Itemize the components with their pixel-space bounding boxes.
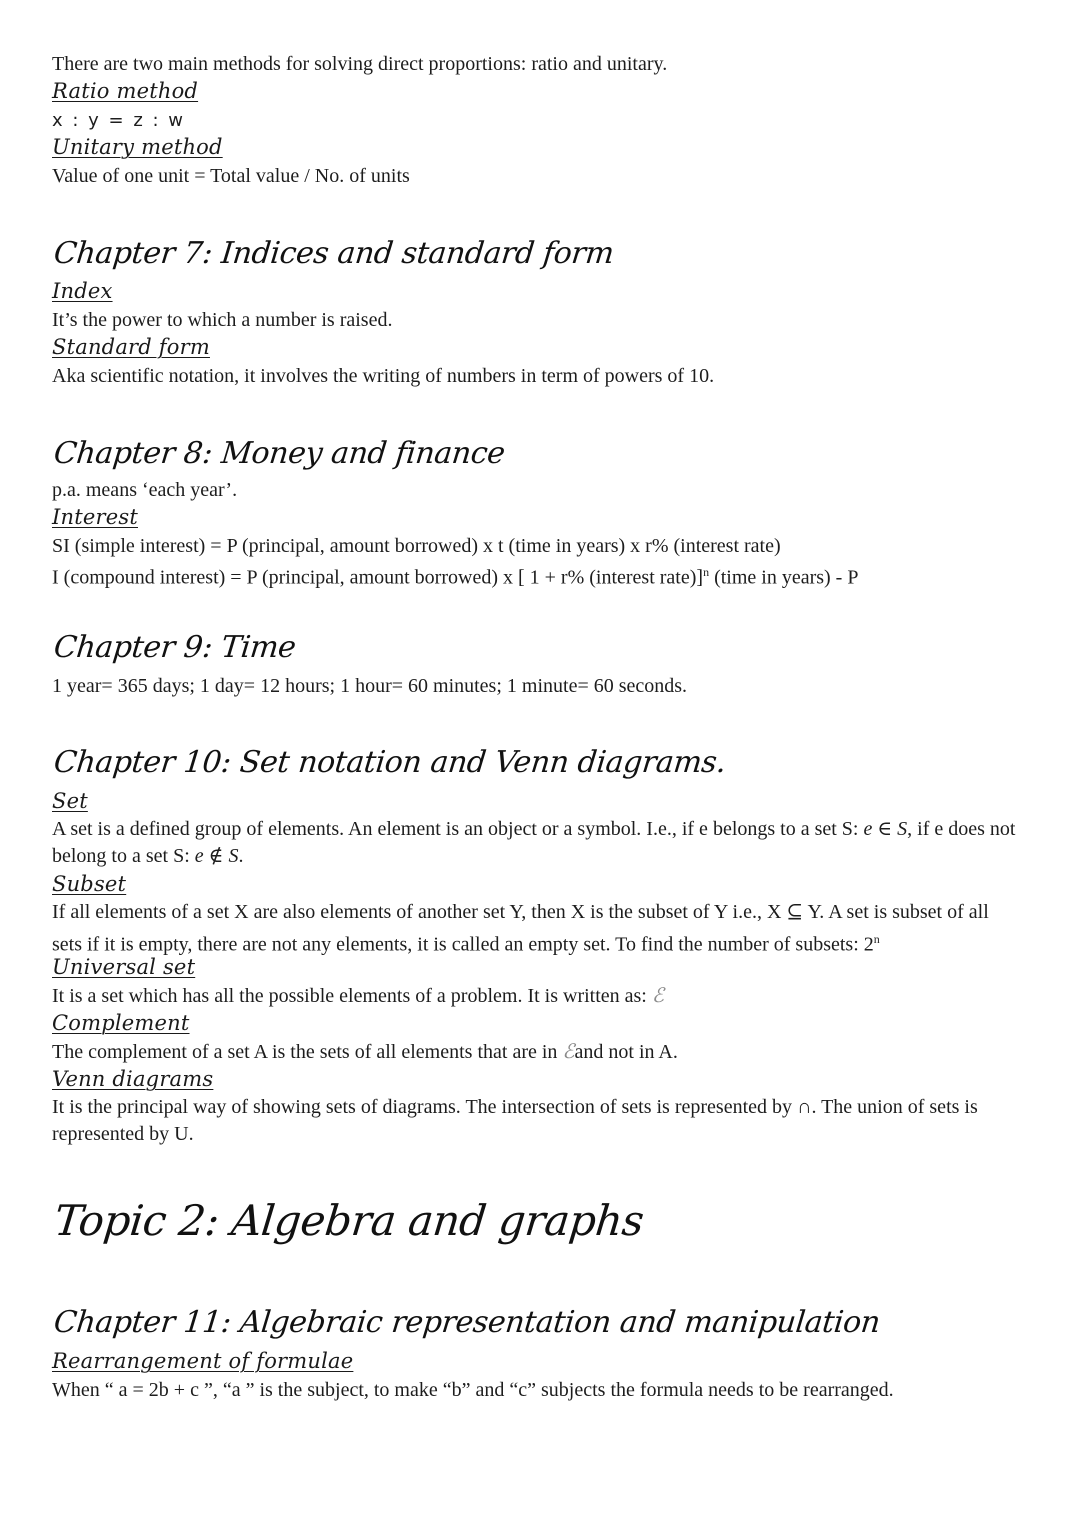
set-text-a: A set is a defined group of elements. An element is an object or a symbol. I.e., if e belongs to a set S: — [52, 818, 864, 840]
simple-interest-formula: SI (simple interest) = P (principal, amount borrowed) x t (time in years) x r% (interest rate) — [52, 535, 781, 557]
venn-diagrams-heading: Venn diagrams — [52, 1067, 214, 1091]
set-element-not-in: e ∉ S — [194, 845, 239, 867]
universal-text: It is a set which has all the possible elements of a problem. It is written as: — [52, 985, 652, 1007]
set-element-in: e ∈ S — [863, 818, 908, 840]
rearrangement-heading: Rearrangement of formulae — [52, 1349, 354, 1373]
time-conversion-text: 1 year= 365 days; 1 day= 12 hours; 1 hour= 60 minutes; 1 minute= 60 seconds. — [52, 675, 688, 697]
subset-heading: Subset — [52, 872, 127, 896]
complement-symbol: ℰ — [562, 1041, 575, 1063]
chapter-8-title: Chapter 8: Money and finance — [52, 436, 507, 471]
subset-exponent: n — [873, 932, 880, 946]
universal-set-heading: Universal set — [52, 955, 196, 979]
complement-text-b: and not in A. — [574, 1041, 678, 1063]
rearrangement-text: When “ a = 2b + c ”, “a ” is the subject, to make “b” and “c” subjects the formula needs to be rearranged. — [52, 1379, 894, 1401]
index-heading: Index — [52, 279, 113, 303]
unitary-method-heading: Unitary method — [52, 135, 223, 159]
universal-symbol: ℰ — [651, 985, 664, 1007]
topic-2-title: Topic 2: Algebra and graphs — [52, 1196, 646, 1245]
ratio-formula: x : y = z : w — [52, 110, 186, 131]
standard-form-heading: Standard form — [52, 335, 210, 359]
compound-interest-part-a: I (compound interest) = P (principal, amount borrowed) x [ 1 + r% (interest rate)] — [52, 566, 704, 589]
unitary-formula: Value of one unit = Total value / No. of units — [52, 165, 410, 187]
compound-interest-formula — [52, 559, 858, 591]
standard-form-text: Aka scientific notation, it involves the writing of numbers in term of powers of 10. — [52, 365, 715, 387]
index-text: It’s the power to which a number is raised. — [52, 309, 393, 331]
set-text-c: . — [238, 845, 244, 867]
chapter-9-title: Chapter 9: Time — [52, 630, 298, 665]
ratio-method-heading: Ratio method — [52, 79, 199, 103]
set-heading: Set — [52, 789, 88, 813]
complement-text-a: The complement of a set A is the sets of all elements that are in — [52, 1041, 563, 1063]
chapter-7-title: Chapter 7: Indices and standard form — [52, 236, 616, 271]
compound-interest-part-b: (time in years) - P — [709, 566, 859, 589]
set-text-b: , if e does not belong to a set S: — [52, 818, 1016, 867]
subset-definition — [52, 899, 1020, 959]
complement-heading: Complement — [52, 1011, 190, 1035]
compound-interest-exponent: n — [703, 565, 710, 579]
chapter-10-title: Chapter 10: Set notation and Venn diagrams. — [52, 745, 728, 780]
chapter-11-title: Chapter 11: Algebraic representation and manipulation — [52, 1305, 882, 1340]
interest-heading: Interest — [52, 505, 138, 529]
proportion-intro: There are two main methods for solving direct proportions: ratio and unitary. — [52, 53, 668, 75]
venn-diagrams-text: It is the principal way of showing sets of diagrams. The intersection of sets is represented by ∩. The union of sets is represented by U. — [52, 1096, 978, 1145]
universal-set-text — [52, 983, 664, 1009]
pa-text: p.a. means ‘each year’. — [52, 479, 238, 501]
set-definition — [52, 816, 1020, 870]
subset-text: If all elements of a set X are also elements of another set Y, then X is the subset of Y i.e., X ⊆ Y. A set is subset of all sets if it is empty, there are not any elements, it is called an empty set. To find the number of subsets: 2 — [52, 901, 989, 956]
complement-text — [52, 1039, 678, 1065]
